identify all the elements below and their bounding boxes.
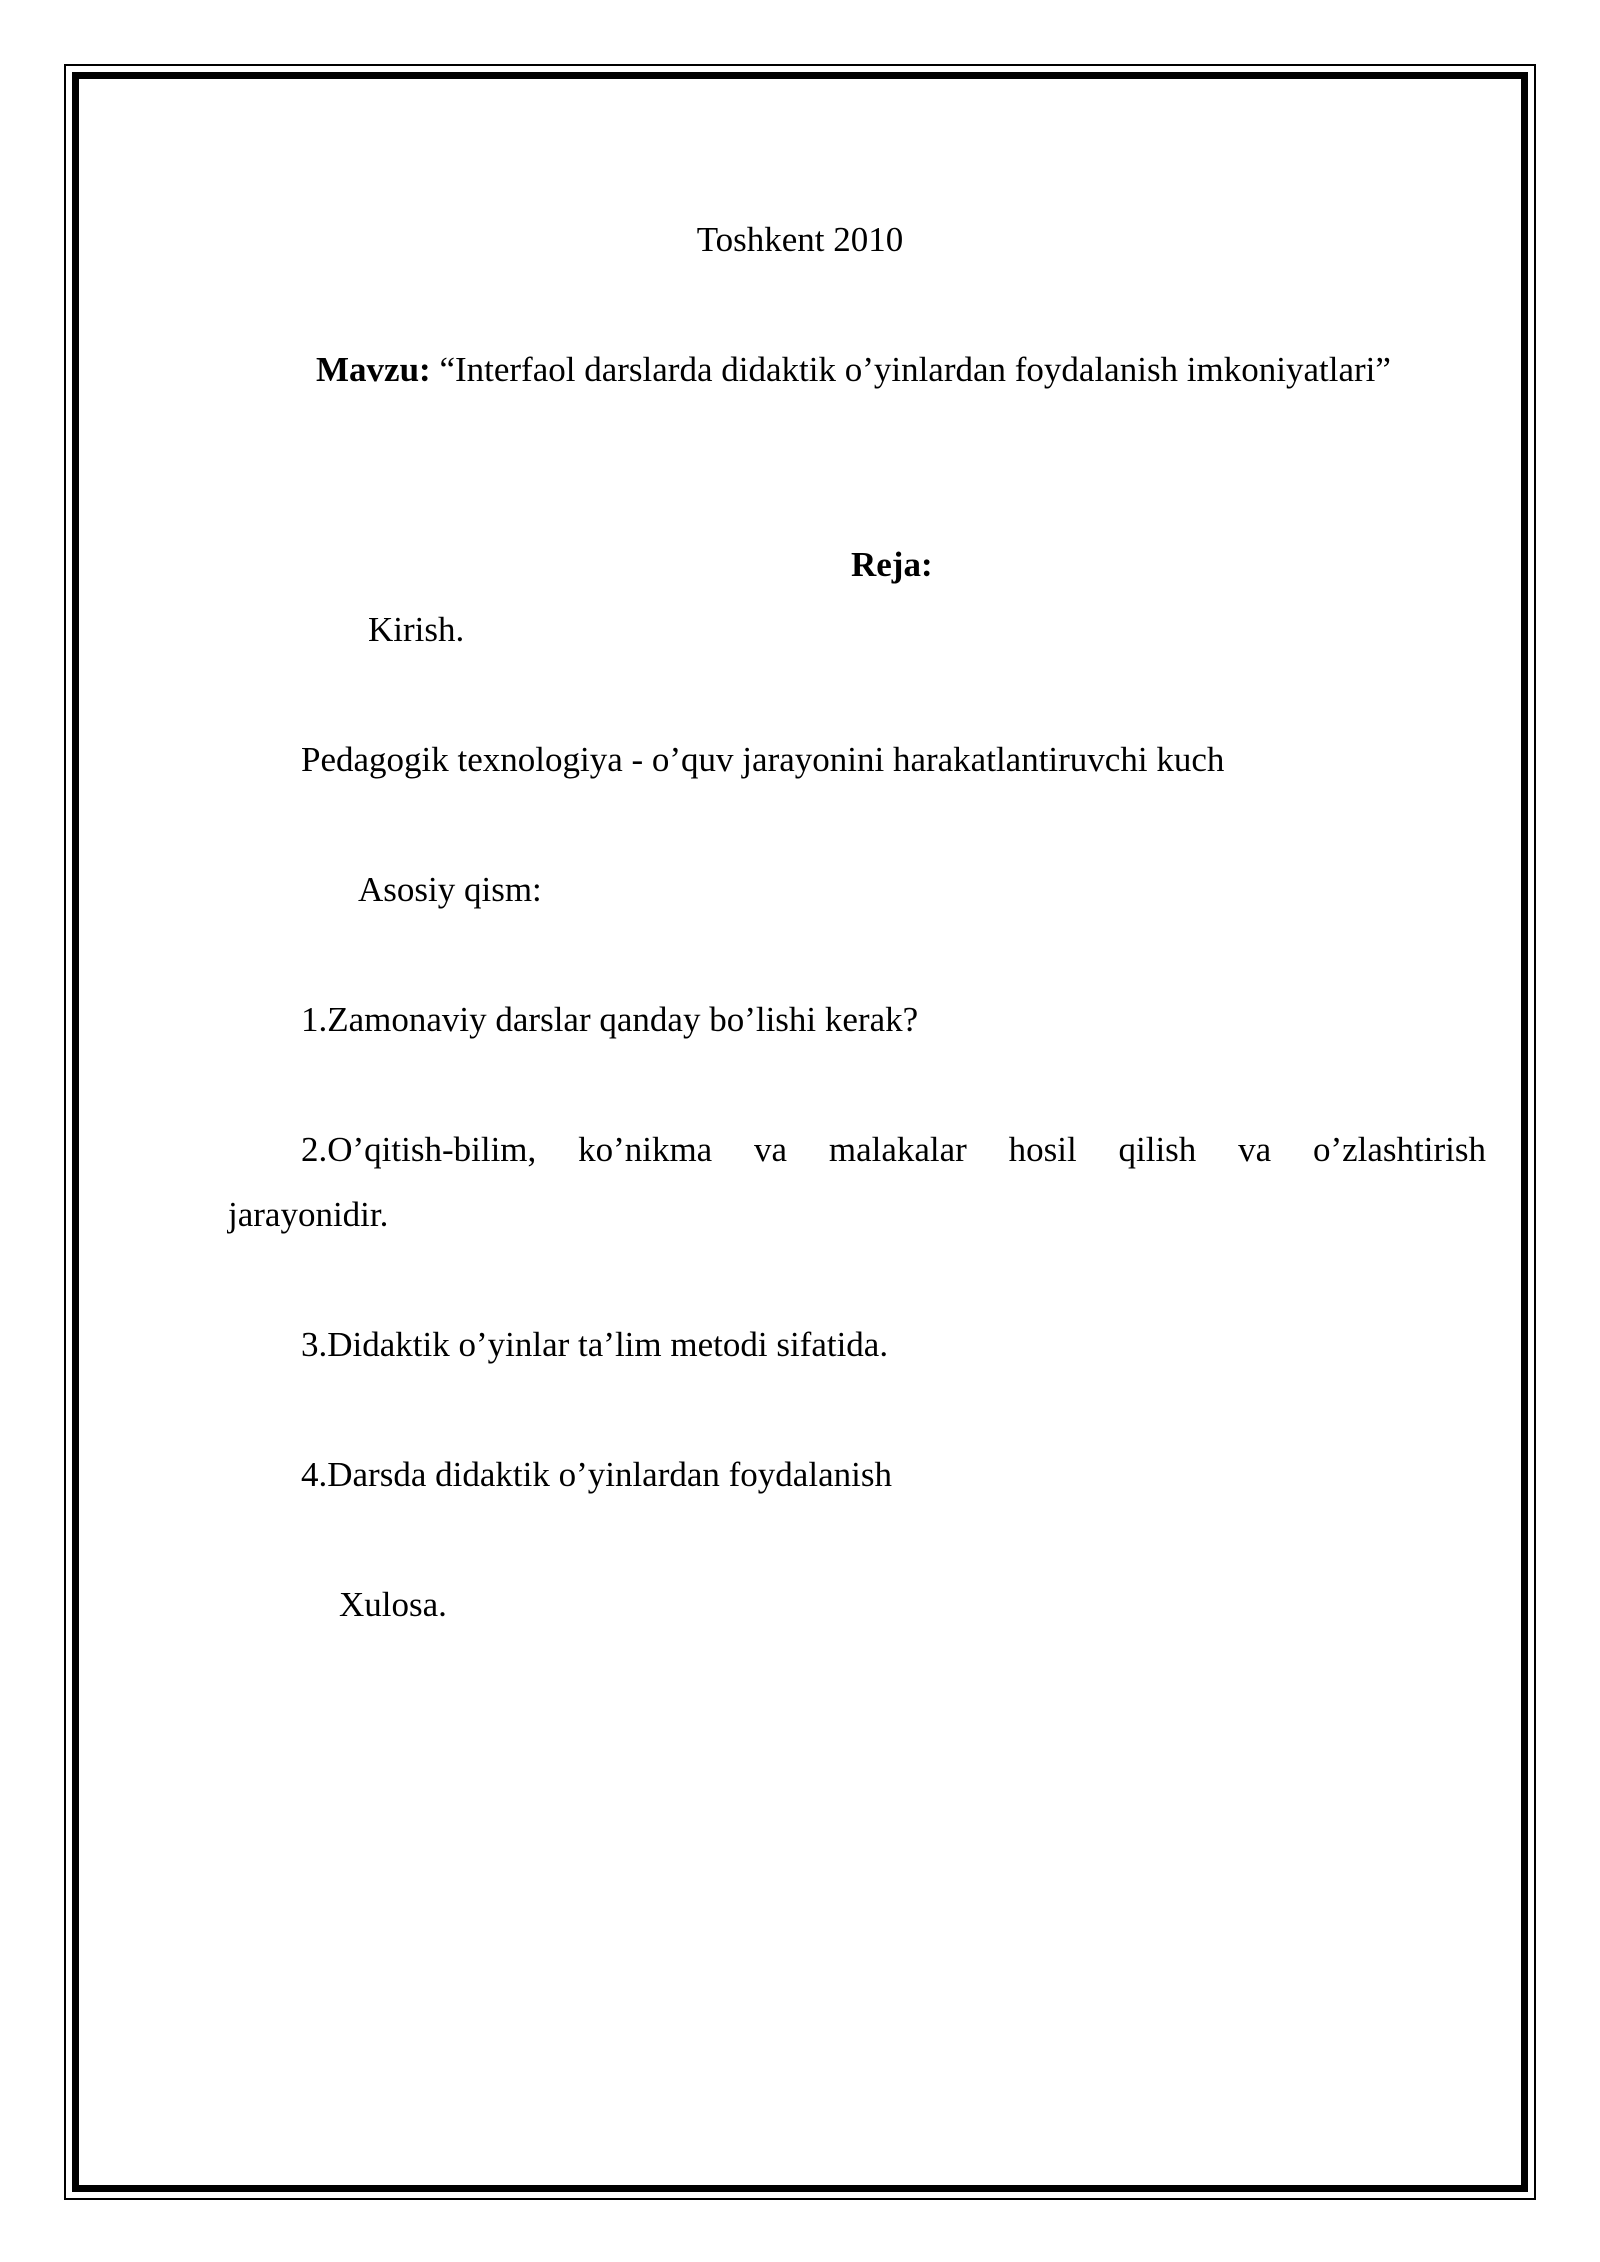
plan-main-part: Asosiy qism: — [358, 870, 542, 909]
plan-intro: Kirish. — [368, 610, 465, 649]
plan-item-2-word: 2.O’qitish-bilim, — [301, 1130, 537, 1169]
plan-item-2-word: malakalar — [828, 1130, 967, 1169]
plan-item-2-word: va — [754, 1130, 788, 1169]
plan-item-1: 1.Zamonaviy darslar qanday bo’lishi kerak? — [301, 1000, 919, 1039]
plan-item-2-word: ko’nikma — [578, 1130, 713, 1169]
plan-item-4: 4.Darsda didaktik o’yinlardan foydalanish — [301, 1455, 892, 1494]
plan-item-2-word: o’zlashtirish — [1312, 1130, 1486, 1169]
plan-conclusion: Xulosa. — [339, 1585, 447, 1624]
topic-label: Mavzu: — [316, 350, 431, 389]
plan-item-3: 3.Didaktik o’yinlar ta’lim metodi sifatida. — [301, 1325, 889, 1364]
plan-item-2-word: va — [1238, 1130, 1272, 1169]
plan-item-2-word: qilish — [1118, 1130, 1197, 1169]
plan-intro-item: Pedagogik texnologiya - o’quv jarayonini harakatlantiruvchi kuch — [301, 740, 1225, 779]
plan-item-2-line — [301, 1128, 1486, 1172]
plan-heading: Reja: — [851, 545, 933, 584]
plan-item-2-word: hosil — [1008, 1130, 1077, 1169]
topic-text: “Interfaol darslarda didaktik o’yinlardan foydalanish imkoniyatlari” — [439, 350, 1391, 389]
plan-item-2-continuation: jarayonidir. — [228, 1195, 389, 1234]
place-year: Toshkent 2010 — [696, 220, 904, 259]
topic-line — [316, 348, 1391, 392]
